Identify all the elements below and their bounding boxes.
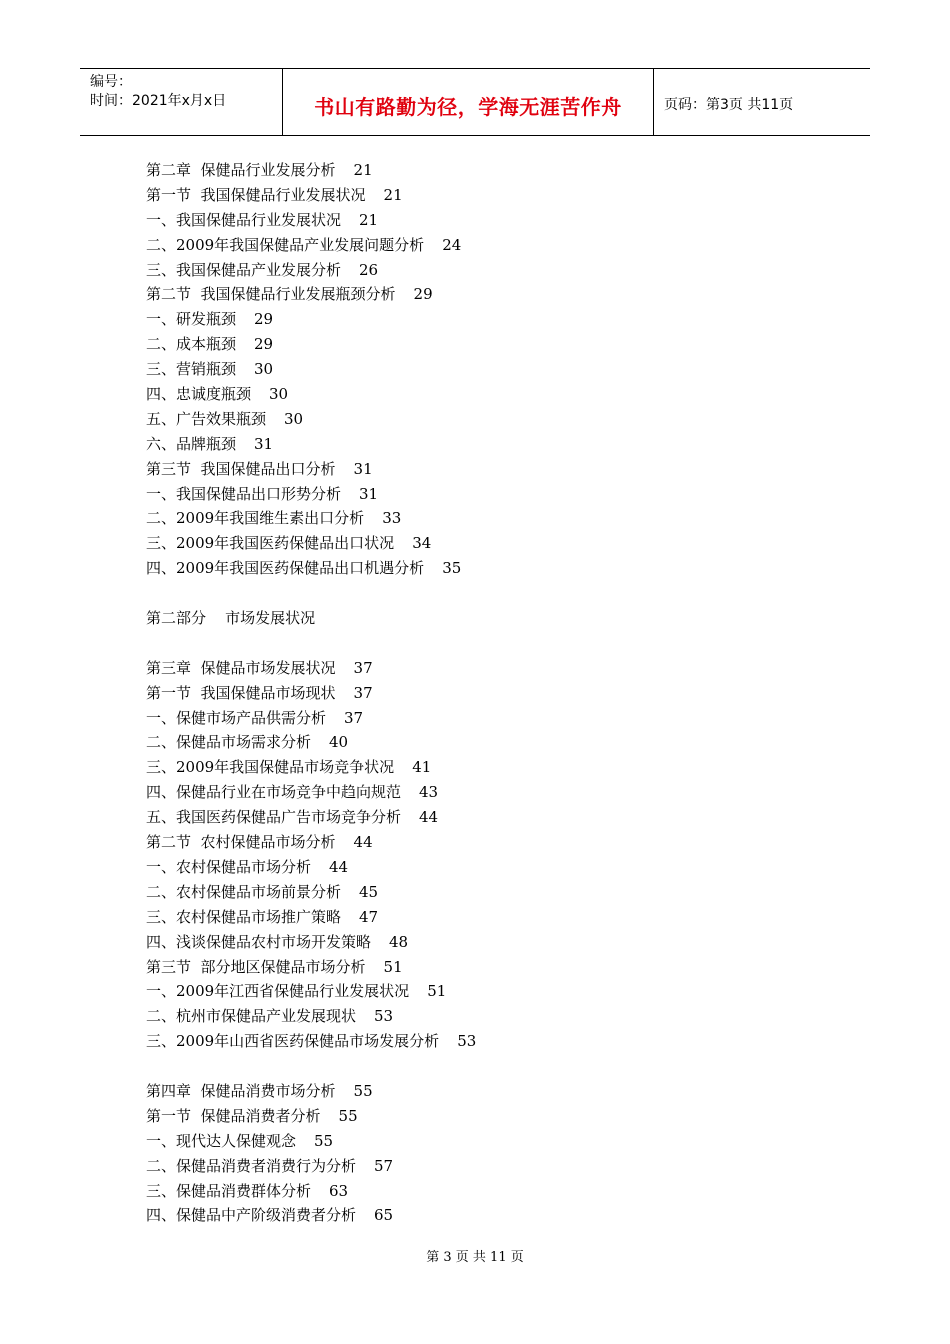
toc-entry-title: 四、2009年我国医药保健品出口机遇分析 (146, 559, 425, 578)
page-footer: 第 3 页 共 11 页 (426, 1250, 524, 1265)
toc-entry-title: 三、我国保健品产业发展分析 (146, 260, 342, 279)
toc-entry-page: 53 (457, 1032, 477, 1051)
toc-entry (146, 1029, 476, 1054)
toc-entry (146, 830, 476, 855)
header-center-cell (282, 69, 654, 135)
toc-entry-title: 一、研发瓶颈 (146, 310, 237, 329)
toc-entry (146, 357, 476, 382)
toc-entry-title: 四、忠诚度瓶颈 (146, 385, 252, 404)
toc-entry (146, 755, 476, 780)
header-left-cell (80, 69, 282, 135)
toc-entry (146, 905, 476, 930)
toc-entry-title: 第三节 部分地区保健品市场分析 (146, 957, 366, 976)
document-date: 时间：2021年x月x日 (90, 93, 227, 109)
toc-entry-page: 29 (254, 335, 274, 354)
toc-entry-page: 40 (329, 733, 349, 752)
toc-entry-title: 三、2009年山西省医药保健品市场发展分析 (146, 1032, 440, 1051)
toc-entry-page: 44 (329, 857, 349, 876)
toc-entry-title: 一、农村保健品市场分析 (146, 857, 312, 876)
toc-entry (146, 282, 476, 307)
toc-entry-title: 五、我国医药保健品广告市场竞争分析 (146, 808, 402, 827)
toc-entry-page: 37 (353, 683, 373, 702)
toc-entry-title: 一、现代达人保健观念 (146, 1131, 297, 1150)
toc-entry (146, 432, 476, 457)
toc-entry-page: 45 (359, 882, 379, 901)
toc-entry-page: 37 (353, 658, 373, 677)
toc-entry-page: 37 (344, 708, 364, 727)
toc-entry-page: 55 (338, 1106, 358, 1125)
toc-entry (146, 531, 476, 556)
toc-entry-page: 55 (314, 1131, 334, 1150)
toc-entry-title: 二、2009年我国维生素出口分析 (146, 509, 365, 528)
toc-entry (146, 332, 476, 357)
toc-entry (146, 656, 476, 681)
toc-entry (146, 955, 476, 980)
toc-entry-page: 29 (254, 310, 274, 329)
toc-entry (146, 158, 476, 183)
toc-entry-page: 21 (383, 185, 403, 204)
toc-entry-title: 第二节 农村保健品市场分析 (146, 833, 336, 852)
toc-entry-title: 第四章 保健品消费市场分析 (146, 1081, 336, 1100)
toc-entry-title: 二、保健品消费者消费行为分析 (146, 1156, 357, 1175)
toc-entry-page: 33 (382, 509, 402, 528)
toc-entry (146, 880, 476, 905)
toc-entry-title: 第一节 我国保健品行业发展状况 (146, 185, 366, 204)
document-header (80, 68, 870, 136)
toc-entry-title: 三、2009年我国保健品市场竞争状况 (146, 758, 395, 777)
toc-entry-page: 44 (419, 808, 439, 827)
table-of-contents (146, 158, 476, 1228)
toc-entry-page: 48 (389, 932, 409, 951)
toc-entry (146, 730, 476, 755)
toc-entry-page: 35 (442, 559, 462, 578)
toc-entry-title: 一、2009年江西省保健品行业发展状况 (146, 982, 410, 1001)
toc-entry-page: 26 (359, 260, 379, 279)
toc-entry (146, 407, 476, 432)
toc-entry-title: 第二节 我国保健品行业发展瓶颈分析 (146, 285, 396, 304)
toc-entry-title: 一、我国保健品行业发展状况 (146, 210, 342, 229)
toc-entry-title: 四、保健品中产阶级消费者分析 (146, 1206, 357, 1225)
toc-entry-page: 31 (359, 484, 379, 503)
toc-entry (146, 208, 476, 233)
toc-entry-title: 三、营销瓶颈 (146, 360, 237, 379)
toc-spacer (146, 631, 476, 656)
toc-entry-page: 51 (383, 957, 403, 976)
toc-entry (146, 457, 476, 482)
toc-entry-title: 第一节 保健品消费者分析 (146, 1106, 321, 1125)
toc-entry (146, 1179, 476, 1204)
toc-entry-page: 30 (254, 360, 274, 379)
toc-entry-title: 一、我国保健品出口形势分析 (146, 484, 342, 503)
toc-entry-title: 五、广告效果瓶颈 (146, 409, 267, 428)
toc-entry-title: 第三节 我国保健品出口分析 (146, 459, 336, 478)
toc-entry-page: 57 (374, 1156, 394, 1175)
toc-entry-title: 四、浅谈保健品农村市场开发策略 (146, 932, 372, 951)
toc-entry (146, 805, 476, 830)
toc-entry-title: 一、保健市场产品供需分析 (146, 708, 327, 727)
toc-entry (146, 930, 476, 955)
toc-entry-page: 30 (284, 409, 304, 428)
toc-entry (146, 556, 476, 581)
toc-entry-title: 第一节 我国保健品市场现状 (146, 683, 336, 702)
toc-entry-page: 53 (374, 1007, 394, 1026)
toc-entry-page: 65 (374, 1206, 394, 1225)
toc-entry-page: 29 (413, 285, 433, 304)
toc-entry-title: 二、2009年我国保健品产业发展问题分析 (146, 235, 425, 254)
toc-entry-page: 31 (254, 434, 274, 453)
toc-entry-title: 二、成本瓶颈 (146, 335, 237, 354)
toc-entry (146, 233, 476, 258)
toc-entry-page: 34 (412, 534, 432, 553)
toc-entry-page: 44 (353, 833, 373, 852)
toc-entry (146, 855, 476, 880)
toc-entry (146, 183, 476, 208)
toc-entry (146, 1104, 476, 1129)
toc-spacer (146, 1054, 476, 1079)
header-motto: 书山有路勤为径，学海无涯苦作舟 (314, 95, 622, 119)
toc-entry-page: 41 (412, 758, 432, 777)
toc-entry (146, 506, 476, 531)
toc-entry (146, 307, 476, 332)
toc-entry-title: 三、农村保健品市场推广策略 (146, 907, 342, 926)
toc-entry-page: 43 (419, 783, 439, 802)
toc-entry-page: 24 (442, 235, 462, 254)
toc-entry-title: 二、杭州市保健品产业发展现状 (146, 1007, 357, 1026)
toc-entry-page: 63 (329, 1181, 349, 1200)
toc-entry (146, 258, 476, 283)
toc-entry-page: 31 (353, 459, 373, 478)
toc-entry-title: 六、品牌瓶颈 (146, 434, 237, 453)
toc-entry (146, 1004, 476, 1029)
header-page-info: 页码：第3页 共11页 (664, 97, 794, 113)
toc-spacer (146, 581, 476, 606)
toc-entry (146, 780, 476, 805)
toc-entry (146, 979, 476, 1004)
toc-entry (146, 606, 476, 631)
toc-entry-page: 21 (353, 161, 373, 179)
toc-entry-page: 30 (269, 385, 289, 404)
toc-entry-title: 第三章 保健品市场发展状况 (146, 658, 336, 677)
toc-entry-title: 第二章 保健品行业发展分析 (146, 161, 336, 179)
toc-entry-title: 四、保健品行业在市场竞争中趋向规范 (146, 783, 402, 802)
toc-entry-page: 47 (359, 907, 379, 926)
toc-entry (146, 1203, 476, 1228)
toc-entry (146, 382, 476, 407)
toc-entry-title: 二、农村保健品市场前景分析 (146, 882, 342, 901)
toc-entry (146, 1154, 476, 1179)
toc-entry (146, 706, 476, 731)
toc-entry (146, 1129, 476, 1154)
toc-entry-page: 55 (353, 1081, 373, 1100)
toc-entry-page: 21 (359, 210, 379, 229)
toc-entry (146, 681, 476, 706)
toc-entry-title: 第二部分 市场发展状况 (146, 609, 316, 628)
toc-entry-page: 51 (427, 982, 447, 1001)
toc-entry (146, 1079, 476, 1104)
toc-entry-title: 三、2009年我国医药保健品出口状况 (146, 534, 395, 553)
document-number-label: 编号： (90, 74, 132, 90)
toc-entry (146, 482, 476, 507)
toc-entry-title: 二、保健品市场需求分析 (146, 733, 312, 752)
toc-entry-title: 三、保健品消费群体分析 (146, 1181, 312, 1200)
header-right-cell (654, 69, 870, 135)
